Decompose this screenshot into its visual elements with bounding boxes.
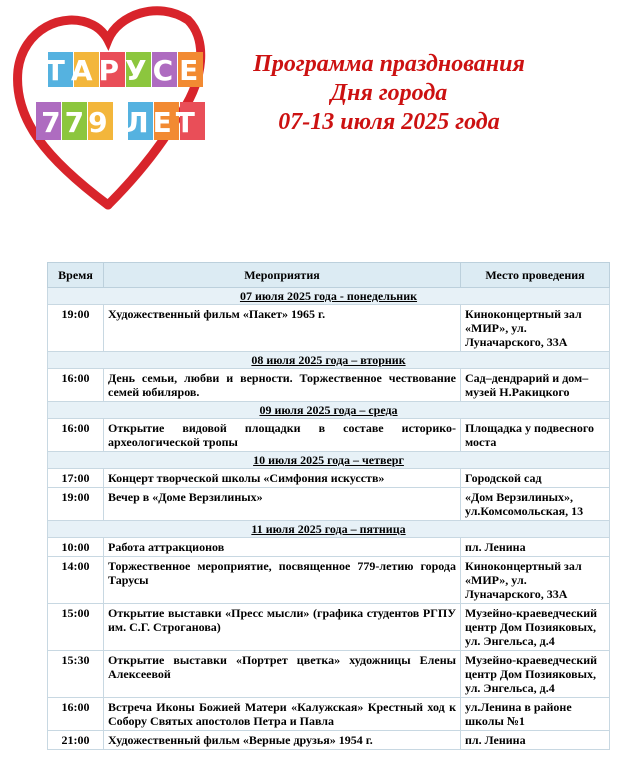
event-time: 15:00 xyxy=(48,604,104,651)
table-header-row xyxy=(48,263,610,288)
table-row xyxy=(48,538,610,557)
title-line3: 07-13 июля 2025 года xyxy=(278,109,500,135)
day-header xyxy=(48,521,610,538)
schedule-table xyxy=(47,262,610,750)
header-time: Время xyxy=(48,263,104,288)
title-line2: Дня города xyxy=(330,80,448,106)
event-place: пл. Ленина xyxy=(461,731,610,750)
logo-line2: 779 ЛЕТ xyxy=(41,106,199,139)
table-row xyxy=(48,419,610,452)
heart-logo-graphic xyxy=(8,0,208,215)
event-place: Киноконцертный зал «МИР», ул. Луначарского, 33А xyxy=(461,557,610,604)
title-line1: Программа празднования xyxy=(253,51,525,77)
header-events: Мероприятия xyxy=(104,263,461,288)
event-title: Художественный фильм «Пакет» 1965 г. xyxy=(104,305,461,352)
logo-line1: ТАРУСЕ xyxy=(45,54,205,87)
table-row xyxy=(48,369,610,402)
day-label: 07 июля 2025 года - понедельник xyxy=(48,288,610,305)
table-row xyxy=(48,469,610,488)
event-title: Встреча Иконы Божией Матери «Калужская» Крестный ход к Собору Святых апостолов Петра и Павла xyxy=(104,698,461,731)
event-title: Вечер в «Доме Верзилиных» xyxy=(104,488,461,521)
event-place: Сад–дендрарий и дом–музей Н.Ракицкого xyxy=(461,369,610,402)
day-header xyxy=(48,402,610,419)
event-time: 10:00 xyxy=(48,538,104,557)
event-title: День семьи, любви и верности. Торжественное чествование семей юбиляров. xyxy=(104,369,461,402)
event-title: Художественный фильм «Верные друзья» 1954 г. xyxy=(104,731,461,750)
event-title: Концерт творческой школы «Симфония искусств» xyxy=(104,469,461,488)
event-title: Работа аттракционов xyxy=(104,538,461,557)
event-time: 19:00 xyxy=(48,305,104,352)
day-label: 08 июля 2025 года – вторник xyxy=(48,352,610,369)
event-time: 14:00 xyxy=(48,557,104,604)
event-title: Открытие видовой площадки в составе историко-археологической тропы xyxy=(104,419,461,452)
day-header xyxy=(48,352,610,369)
event-place: Музейно-краеведческий центр Дом Позияковых, ул. Энгельса, д.4 xyxy=(461,604,610,651)
event-place: ул.Ленина в районе школы №1 xyxy=(461,698,610,731)
event-place: пл. Ленина xyxy=(461,538,610,557)
event-title: Открытие выставки «Портрет цветка» художницы Елены Алексеевой xyxy=(104,651,461,698)
day-label: 11 июля 2025 года – пятница xyxy=(48,521,610,538)
page-title xyxy=(208,50,570,137)
table-row xyxy=(48,698,610,731)
event-place: Городской сад xyxy=(461,469,610,488)
event-time: 16:00 xyxy=(48,698,104,731)
table-row xyxy=(48,557,610,604)
event-time: 16:00 xyxy=(48,419,104,452)
table-row xyxy=(48,731,610,750)
table-row xyxy=(48,604,610,651)
table-row xyxy=(48,488,610,521)
event-place: «Дом Верзилиных», ул.Комсомольская, 13 xyxy=(461,488,610,521)
event-place: Площадка у подвесного моста xyxy=(461,419,610,452)
event-title: Открытие выставки «Пресс мысли» (графика студентов РГПУ им. С.Г. Строганова) xyxy=(104,604,461,651)
header-place: Место проведения xyxy=(461,263,610,288)
tarusa-779-logo xyxy=(8,0,208,215)
day-header xyxy=(48,288,610,305)
event-time: 17:00 xyxy=(48,469,104,488)
event-place: Музейно-краеведческий центр Дом Позияковых, ул. Энгельса, д.4 xyxy=(461,651,610,698)
event-time: 15:30 xyxy=(48,651,104,698)
event-title: Торжественное мероприятие, посвященное 779-летию города Тарусы xyxy=(104,557,461,604)
table-row xyxy=(48,651,610,698)
day-label: 10 июля 2025 года – четверг xyxy=(48,452,610,469)
event-time: 16:00 xyxy=(48,369,104,402)
day-header xyxy=(48,452,610,469)
day-label: 09 июля 2025 года – среда xyxy=(48,402,610,419)
event-place: Киноконцертный зал «МИР», ул. Луначарского, 33А xyxy=(461,305,610,352)
event-time: 19:00 xyxy=(48,488,104,521)
event-time: 21:00 xyxy=(48,731,104,750)
table-row xyxy=(48,305,610,352)
